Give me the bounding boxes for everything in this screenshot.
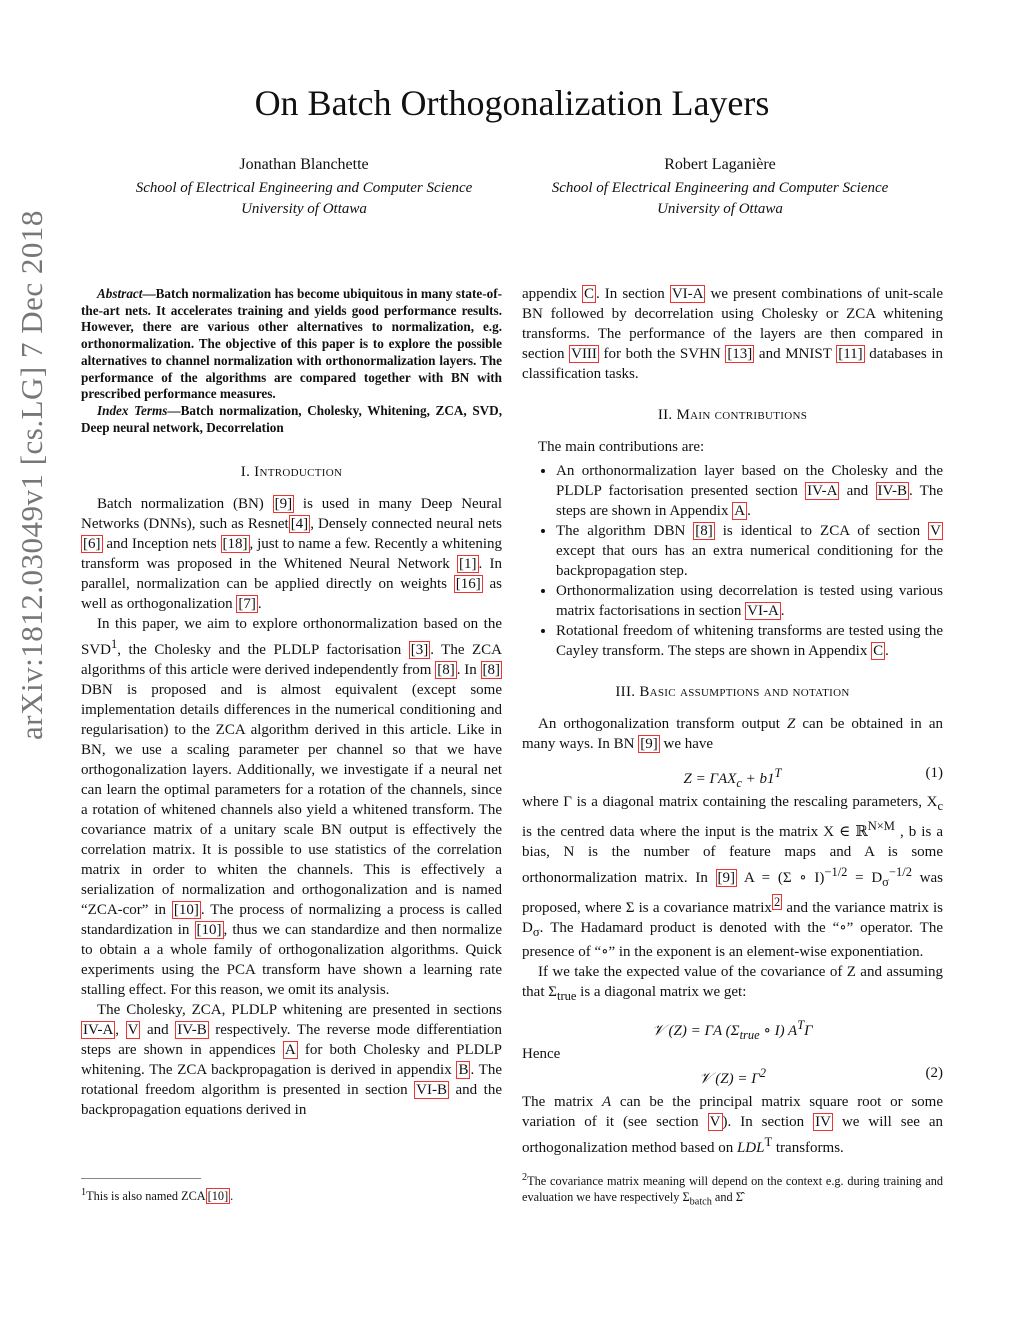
contrib-intro: The main contributions are:: [538, 439, 705, 455]
text-run: In this paper, we aim to explore orthonormalization based on the SVD: [81, 616, 502, 659]
right-top-paragraph: [522, 284, 943, 384]
equation-number: (2): [925, 1065, 943, 1081]
text-run: is used in many Deep Neural Networks (DNNs), such as Resnet: [81, 496, 503, 533]
section-heading-assumptions: III. Basic assumptions and notation: [615, 684, 850, 700]
text-run: Orthonormalization using decorrelation is tested using various matrix factorisations in section: [556, 583, 943, 619]
intro-paragraph-2: [81, 614, 502, 1000]
math-symbol: A: [601, 1094, 612, 1110]
citation-link[interactable]: V: [127, 1022, 139, 1039]
text-run: respectively. The reverse mode differentiation steps are shown in appendices: [81, 1022, 502, 1059]
citation-link[interactable]: IV: [815, 1114, 831, 1130]
footnote-2: [522, 1170, 943, 1211]
citation-link[interactable]: [6]: [83, 536, 101, 553]
abstract-text: —Batch normalization has become ubiquitous in many state-of-the-art nets. It accelerates training and yields good performance results. However, there are various other alternatives to normalization, e.g. orthonormalization. The objective of this paper is to explore the possible alternatives to channel normalization with orthonormalization layers. The performance of the algorithms are compared together with BN with prescribed performance measures.: [81, 286, 502, 402]
citation-link[interactable]: [9]: [274, 496, 293, 513]
eq1-main: Z = ΓAX: [683, 771, 737, 787]
text-run: , thus we can standardize and then normalize to obtain a a whole family of orthogonalization algorithms. Quick experiments using the PCA transform have shown a learning rate stalling effect. For this reason, we omit its analysis.: [81, 922, 502, 999]
text-run: The algorithm DBN: [556, 523, 694, 539]
text-run: and: [839, 483, 876, 499]
equation-1: [522, 762, 943, 790]
author-dept: School of Electrical Engineering and Computer Science: [551, 180, 889, 196]
text-run: , Densely connected neural nets: [310, 516, 502, 533]
citation-link[interactable]: [8]: [482, 662, 500, 679]
basic-paragraph-1: [522, 714, 943, 754]
abstract-label: Abstract: [97, 286, 143, 301]
text-run: Batch normalization (BN): [97, 496, 273, 513]
superscript: 1: [81, 1187, 87, 1198]
index-terms: [81, 403, 502, 436]
basic-paragraph-4: [522, 1092, 943, 1158]
text-run: and Inception nets: [102, 536, 221, 553]
equation-2: 𝒱 $(Z) = \Gamma^2$ (2): [522, 1062, 943, 1084]
text-run: . The steps are shown in Appendix: [556, 483, 943, 519]
citation-link[interactable]: B: [458, 1062, 469, 1079]
text-run: .: [257, 596, 262, 613]
citation-link[interactable]: VI-A: [671, 286, 704, 302]
author-dept: School of Electrical Engineering and Computer Science: [135, 180, 473, 196]
text-run: Rotational freedom of whitening transforms are tested using the Cayley transform. The steps are shown in Appendix: [556, 623, 943, 659]
text-run: ). In section: [722, 1114, 814, 1130]
footnote-link[interactable]: 2: [773, 895, 781, 909]
text-run: can be the principal matrix square root or some variation of it (see section: [522, 1094, 943, 1130]
math-symbol: Z: [786, 716, 796, 732]
paper-title: On Batch Orthogonalization Layers: [254, 83, 770, 123]
text-run: and the backpropagation equations derived in: [81, 1082, 502, 1119]
text-run: and MNIST: [754, 346, 837, 362]
citation-link[interactable]: [8]: [437, 662, 455, 679]
text-run: .: [230, 1189, 234, 1204]
superscript: T: [764, 1135, 773, 1149]
citation-link[interactable]: [7]: [238, 596, 256, 613]
citation-link[interactable]: A: [284, 1042, 296, 1059]
citation-link[interactable]: IV-B: [877, 483, 907, 499]
arxiv-side-stamp: arXiv:1812.03049v1 [cs.LG] 7 Dec 2018: [14, 210, 49, 740]
text-run: The Cholesky, ZCA, PLDLP whitening are presented in sections: [97, 1002, 502, 1019]
footnote-1-text: [81, 1189, 233, 1203]
text-run: and: [140, 1022, 176, 1039]
citation-link[interactable]: VI-A: [747, 603, 779, 619]
list-item: [556, 461, 943, 521]
equation-number: (1): [925, 765, 943, 781]
eq1-tail: + b1: [741, 771, 775, 787]
text-run: . The ZCA algorithms of this article were derived independently from: [81, 642, 502, 679]
intro-paragraph-3: [81, 1000, 502, 1120]
superscript: 1: [111, 637, 118, 652]
text-run: transforms.: [772, 1140, 844, 1156]
text-run: as well as orthogonalization: [81, 576, 502, 613]
text-run: we have: [659, 736, 714, 752]
hence-text: Hence: [522, 1046, 561, 1062]
left-column: [81, 286, 502, 1120]
footnote-2-tail: and Σ̂: [711, 1190, 743, 1205]
equation-variance: 𝒱 (Z) = ΓA ($\Sigma_{true}$ ∘ I) $A^T\Gamma$: [652, 1018, 813, 1042]
citation-link[interactable]: [9]: [640, 736, 658, 752]
footnote-mark: 2: [522, 1172, 528, 1183]
author-block-1: [94, 156, 514, 220]
citation-link[interactable]: [11]: [838, 346, 863, 362]
footnote-2-sub: batch: [689, 1196, 712, 1208]
text-run: for both the SVHN: [598, 346, 726, 362]
author-univ: University of Ottawa: [657, 201, 783, 217]
text-run: . In section: [596, 286, 670, 302]
text-run: . In parallel, normalization can be applied directly on weights: [81, 556, 502, 593]
text-run: .: [747, 503, 751, 519]
text-run: , just to name a few. Recently a whitening transform was proposed in the Whitened Neural Network: [81, 536, 502, 573]
text-run: .: [885, 643, 889, 659]
text-run: for both Cholesky and PLDLP whitening. The ZCA backpropagation is derived in appendix: [81, 1042, 502, 1079]
text-run: appendix: [522, 286, 583, 302]
citation-link[interactable]: IV-A: [807, 483, 838, 499]
citation-link[interactable]: IV-B: [177, 1022, 207, 1039]
intro-paragraph-1: [81, 494, 502, 614]
author-name: Jonathan Blanchette: [239, 156, 369, 173]
footnote-rule: [81, 1178, 201, 1179]
citation-link[interactable]: IV-A: [83, 1022, 114, 1039]
section-heading-contributions: II. Main contributions: [657, 407, 808, 423]
footnote-1: [81, 1178, 502, 1204]
basic-paragraph-3: If we take the expected value of the covariance of Z and assuming that $\Sigma_{true}$ is a diagonal matrix we get:: [522, 964, 943, 1003]
text-run: . In: [456, 662, 481, 679]
citation-link[interactable]: [10]: [196, 922, 222, 939]
citation-link[interactable]: A: [734, 503, 746, 519]
citation-link[interactable]: V: [709, 1114, 721, 1130]
right-column: [522, 284, 943, 1158]
eq1-sub: c: [736, 776, 742, 790]
text-run: is identical to ZCA of section: [714, 523, 929, 539]
text-run: .: [780, 603, 785, 619]
citation-link[interactable]: [1]: [459, 556, 477, 573]
text-run: DBN is proposed and is almost equivalent (except some implementation details differences in the numerical conditioning and regularisation) to the ZCA algorithm derived in this article. Like in BN, we use a scaling parameter per channel so that we have orthogonalization layers. Additionally, we investigate if a neural net can learn the optimal parameters for a rotation of the channels, since a rotation of whitened channels also yield a whitened transform. The covariance matrix of a unitary scale BN output is effectively the correlation matrix. It is possible to use statistics of the correlation matrix in order to whiten the channels. This is effectively a serialization of normalization and orthogonalization and is named “ZCA-cor” in: [81, 682, 502, 919]
citation-link[interactable]: [10]: [207, 1189, 229, 1204]
footnote-2-text: The covariance matrix meaning will depend on the context e.g. during training and evaluation we have respectively Σ: [522, 1174, 943, 1205]
citation-link[interactable]: [18]: [222, 536, 248, 553]
citation-link[interactable]: [4]: [290, 516, 309, 533]
abstract: [81, 286, 502, 403]
index-terms-label: Index Terms: [97, 402, 168, 418]
text-run: An orthonormalization layer based on the Cholesky and the PLDLP factorisation presented section: [556, 463, 943, 499]
author-block-2: [510, 156, 930, 220]
citation-link[interactable]: [13]: [727, 346, 753, 362]
citation-link[interactable]: [3]: [410, 642, 429, 659]
text-run: The matrix: [522, 1094, 602, 1110]
contrib-list: [522, 461, 943, 661]
text-run: we present combinations of unit-scale BN followed by decorrelation using Cholesky or ZCA whitening transforms. The performance of the layers are then compared in section: [522, 286, 944, 362]
citation-link[interactable]: [16]: [455, 576, 481, 593]
text-run: we will see an orthogonalization method based on: [522, 1114, 944, 1156]
text-run: , the Cholesky and the PLDLP factorisation: [117, 642, 409, 659]
citation-link[interactable]: [9]: [717, 870, 736, 886]
list-item: [556, 521, 943, 581]
citation-link[interactable]: V: [930, 523, 941, 539]
text-run: An orthogonalization transform output: [538, 716, 787, 732]
author-name: Robert Laganière: [664, 156, 776, 173]
citation-link[interactable]: C: [873, 643, 884, 659]
citation-link[interactable]: VIII: [571, 346, 597, 362]
author-univ: University of Ottawa: [241, 201, 367, 217]
citation-link[interactable]: VI-B: [416, 1082, 447, 1099]
text-run: . The rotational freedom algorithm is presented in section: [81, 1062, 502, 1099]
citation-link[interactable]: [10]: [173, 902, 199, 919]
list-item: [556, 621, 943, 661]
text-run: except that ours has an extra numerical conditioning for the backpropagation step.: [556, 543, 943, 579]
text-run: ,: [115, 1022, 126, 1039]
list-item: [556, 581, 943, 621]
math-symbol: LDL: [736, 1140, 765, 1156]
text-run: can be obtained in an many ways. In BN: [522, 716, 944, 752]
index-terms-text: —Batch normalization, Cholesky, Whitening, ZCA, SVD, Deep neural network, Decorrelation: [81, 402, 502, 435]
basic-paragraph-2: where Γ is a diagonal matrix containing the rescaling parameters, $X_c$ is the centred data where the input is the matrix X ∈ ℝ$^{N\times M}$ , b is a bias, N is the number of feature maps and A is some orthonormalization matrix. In [9] A = (Σ ∘ $I)^{-1/2} = D_\sigma^{-1/2}$ was proposed, where Σ is a covariance matrix $^2$ and the variance matrix is $D_\sigma$. The Hadamard product is denoted with the “∘” operator. The presence of “∘” in the exponent is an element-wise exponentiation.: [522, 794, 944, 960]
section-heading-introduction: I. Introduction: [240, 464, 343, 481]
eq1-sup: T: [774, 766, 782, 780]
text-run: This is also named ZCA: [86, 1189, 206, 1204]
text-run: databases in classification tasks.: [522, 346, 943, 382]
text-run: . The process of normalizing a process is called standardization in: [81, 902, 502, 939]
citation-link[interactable]: [8]: [695, 523, 713, 539]
citation-link[interactable]: C: [584, 286, 595, 302]
